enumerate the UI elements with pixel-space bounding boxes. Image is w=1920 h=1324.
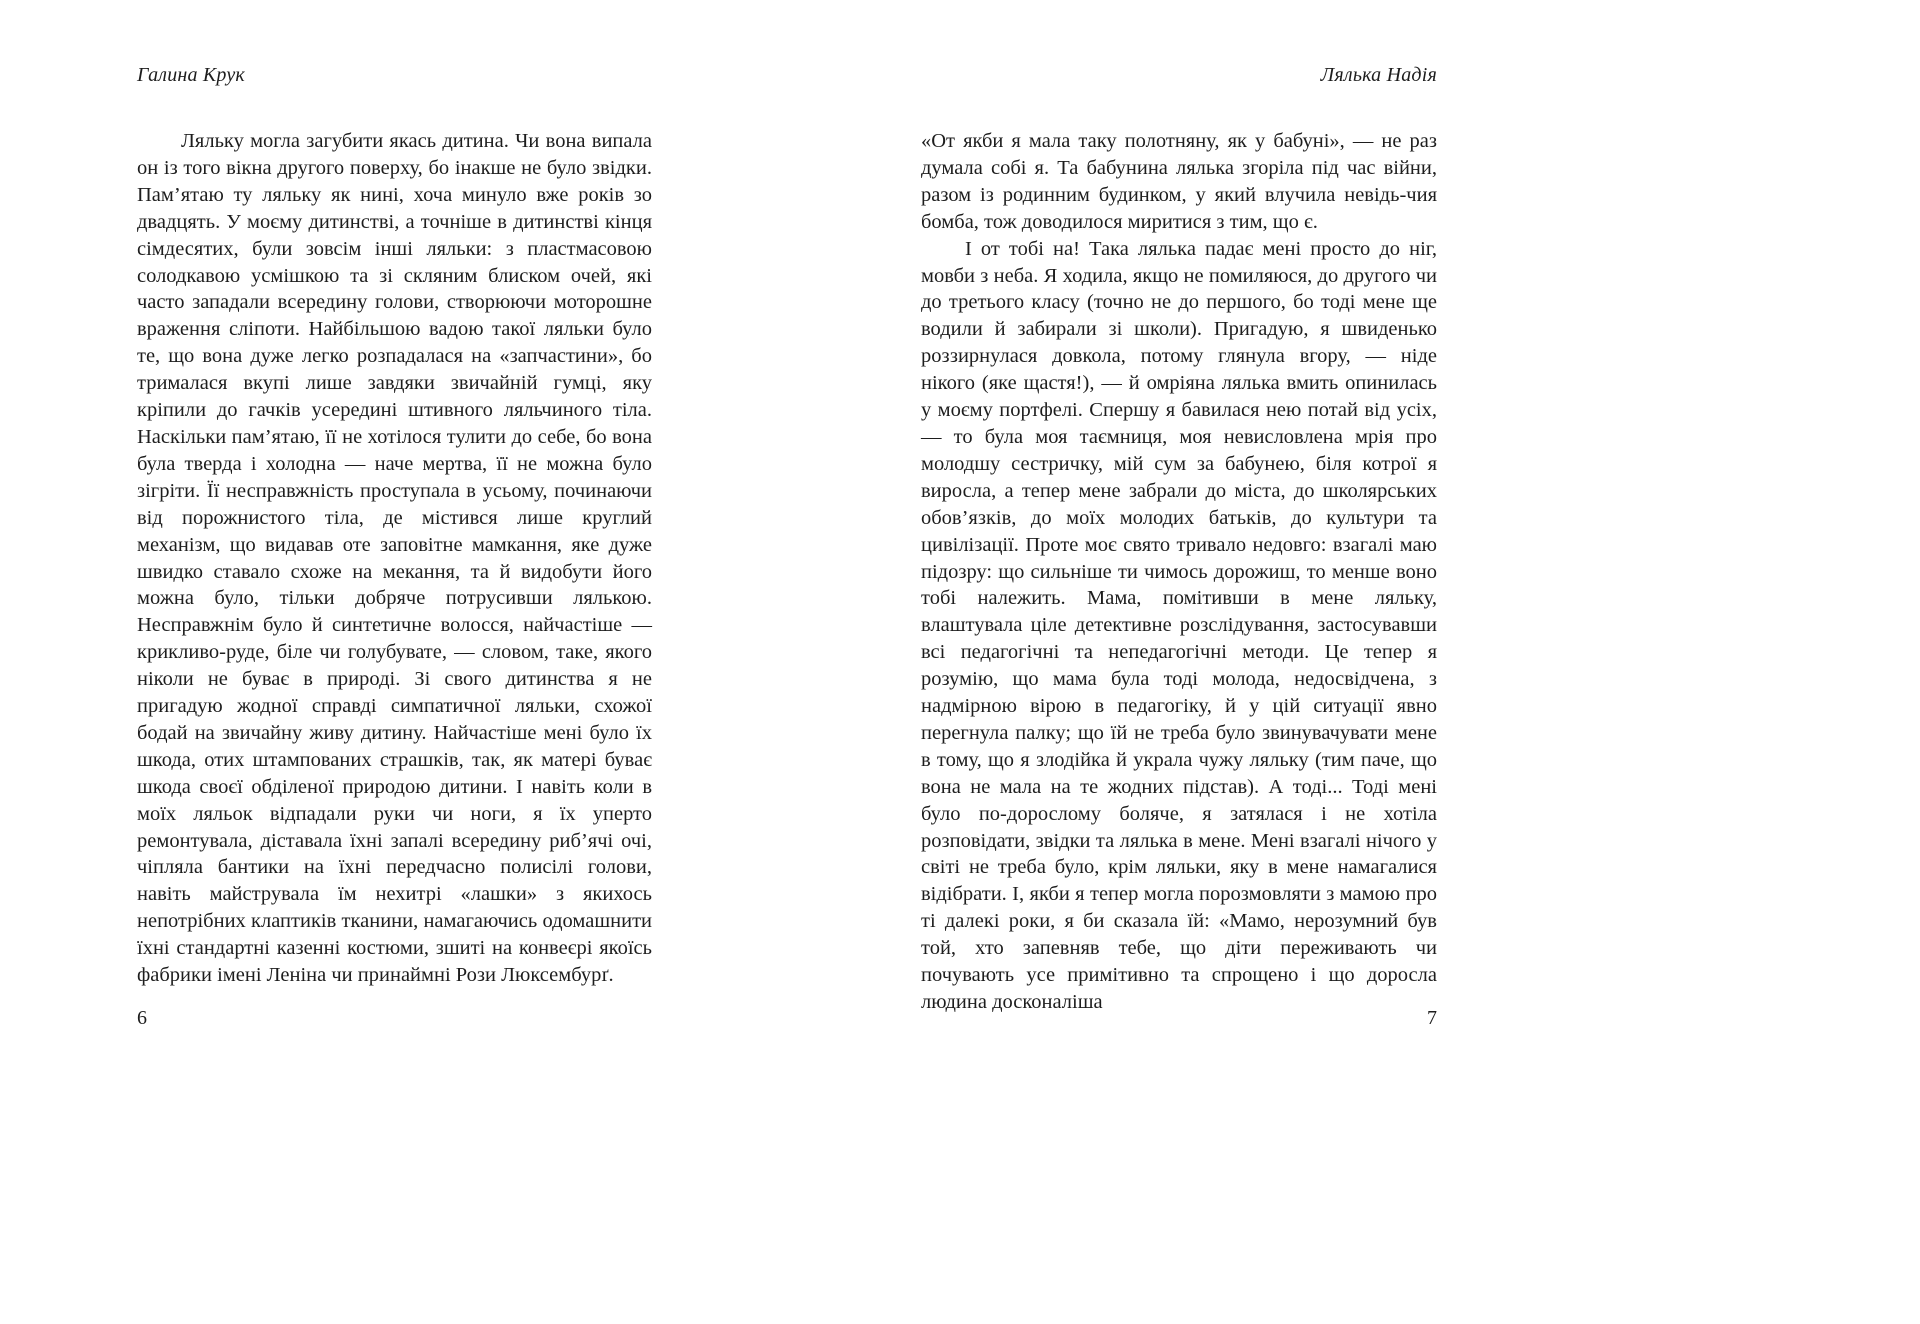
- paragraph: «От якби я мала таку полотняну, як у бабуні», — не раз думала собі я. Та бабунина лялька згоріла під час війни, разом із родинним будинком, у який влучила невідь-чия бомба, тож доводилося миритися з тим, що є.: [921, 130, 1437, 233]
- right-page: [921, 0, 1437, 1324]
- running-header-title: Лялька Надія: [1320, 64, 1437, 86]
- right-page-text: [921, 128, 1437, 1016]
- left-page-text: [137, 128, 652, 989]
- page-number-right: 7: [1427, 1007, 1437, 1029]
- page-number-left: 6: [137, 1007, 147, 1029]
- paragraph: І от тобі на! Така лялька падає мені просто до ніг, мовби з неба. Я ходила, якщо не помиляюся, до другого чи до третього класу (точно не до першого, бо тоді мене ще водили й забирали зі школи). Пригадую, я швиденько роззирнулася довкола, потому глянула вгору, — ніде нікого (яке щастя!), — й омріяна лялька вмить опинилась у моєму портфелі. Спершу я бавилася нею потай від усіх, — то була моя таємниця, моя невисловлена мрія про молодшу сестричку, мій сум за бабунею, біля котрої я виросла, а тепер мене забрали до міста, до школярських обов’язків, до моїх молодих батьків, до культури та цивілізації. Проте моє свято тривало недовго: взагалі маю підозру: що сильніше ти чимось дорожиш, то менше воно тобі належить. Мама, помітивши в мене ляльку, влаштувала ціле детективне розслідування, застосувавши всі педагогічні та непедагогічні методи. Це тепер я розумію, що мама була тоді молода, недосвідчена, з надмірною вірою в педагогіку, й у цій ситуації явно перегнула палку; що їй не треба було звинувачувати мене в тому, що я злодійка й украла чужу ляльку (тим паче, що вона не мала на те жодних підстав). А тоді... Тоді мені було по-дорослому боляче, я затялася і не хотіла розповідати, звідки та лялька в мене. Мені взагалі нічого у світі не треба було, крім ляльки, яку в мене намагалися відібрати. І, якби я тепер могла порозмовляти з мамою про ті далекі роки, я би сказала їй: «Мамо, нерозумний був той, хто запевняв тебе, що діти переживають чи почувають усе примітивно та спрощено і що доросла людина досконаліша: [921, 237, 1437, 1013]
- paragraph: Ляльку могла загубити якась дитина. Чи вона випала он із того вікна другого поверху, бо інакше не було звідки. Пам’ятаю ту ляльку як нині, хоча минуло вже років зо двадцять. У моєму дитинстві, а точніше в дитинстві кінця сімдесятих, були зовсім інші ляльки: з пластмасовою солодкавою усмішкою та зі скляним блиском очей, які часто западали всередину голови, створюючи моторошне враження сліпоти. Найбільшою вадою такої ляльки було те, що вона дуже легко розпадалася на «запчастини», бо трималася вкупі лише завдяки звичайній гумці, яку кріпили до гачків усередині штивного ляльчиного тіла. Наскільки пам’ятаю, її не хотілося тулити до себе, бо вона була тверда і холодна — наче мертва, її не можна було зігріти. Її несправжність проступала в усьому, починаючи від порожнистого тіла, де містився лише круглий механізм, що видавав оте заповітне мамкання, яке дуже швидко ставало схоже на мекання, та й видобути його можна було, тільки добряче потрусивши лялькою. Несправжнім було й синтетичне волосся, найчастіше — крикливо-руде, біле чи голубувате, — словом, таке, якого ніколи не буває в природі. Зі свого дитинства я не пригадую жодної справді симпатичної ляльки, схожої бодай на звичайну живу дитину. Найчастіше мені було їх шкода, отих штампованих страшків, так, як матері буває шкода своєї обділеної природою дитини. І навіть коли в моїх ляльок відпадали руки чи ноги, я їх уперто ремонтувала, діставала їхні запалі всередину риб’ячі очі, чіпляла бантики на їхні передчасно полисілі голови, навіть майструвала їм нехитрі «лашки» з якихось непотрібних клаптиків тканини, намагаючись одомашнити їхні стандартні казенні костюми, зшиті на конвеєрі якоїсь фабрики імені Леніна чи принаймні Рози Люксембурґ.: [137, 130, 652, 987]
- running-header-author: Галина Крук: [137, 64, 245, 86]
- left-page: [137, 0, 652, 1324]
